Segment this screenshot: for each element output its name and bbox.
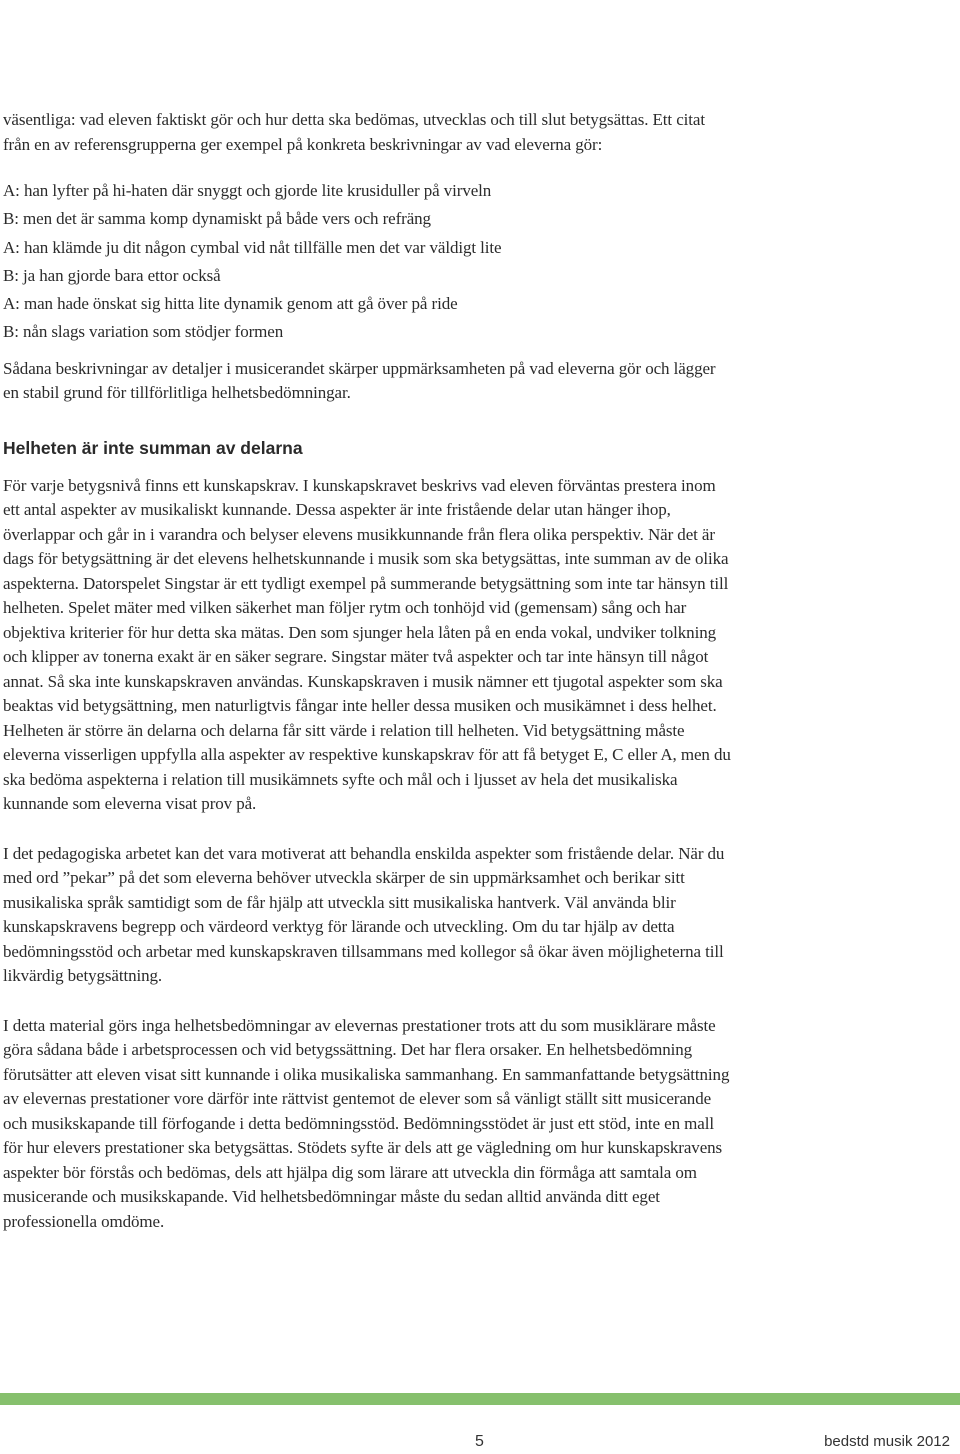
body-paragraph: För varje betygsnivå finns ett kunskapskrav. I kunskapskravet beskrivs vad eleven förväntas prestera inom ett antal aspekter av musikaliskt kunnande. Dessa aspekter är inte fristående delar utan hänger ihop, överlappar och går in i varandra och belyser elevens musikkunnande från flera olika perspektiv. När det är dags för betygsättning är det elevens helhetskunnande i musik som ska betygsättas, inte summan av de olika aspekterna. Datorspelet Singstar är ett tydligt exempel på summerande betygsättning som inte tar hänsyn till helheten. Spelet mäter med vilken säkerhet man följer rytm och tonhöjd vid (gemensam) sång och har objektiva kriterier för hur detta ska mätas. Den som sjunger hela låten på en enda vokal, undviker tolkning och klipper av tonerna exakt är en säker segrare. Singstar mäter två aspekter och tar inte hänsyn till något annat. Så ska inte kunskapskraven användas. Kunskapskraven i musik nämner ett tjugotal aspekter som ska beaktas vid betygsättning, men naturligtvis fångar inte heller dessa musiken och musikämnet i dess helhet. Helheten är större än delarna och delarna får sitt värde i relation till helheten. Vid betygsättning måste eleverna visserligen uppfylla alla aspekter av respektive kunskapskrav för att få betyget E, C eller A, men du ska bedöma aspekterna i relation till musikämnets syfte och mål och i ljusset av hela det musikaliska kunnande som eleverna visat prov på. — [3, 475, 731, 814]
page-number: 5 — [475, 1433, 484, 1450]
dialogue-line: B: ja han gjorde bara ettor också — [3, 265, 221, 285]
summary-paragraph: Sådana beskrivningar av detaljer i musicerandet skärper uppmärksamheten på vad eleverna gör och lägger en stabil grund för tillförlitliga helhetsbedömningar. — [3, 358, 716, 403]
dialogue-quote — [3, 177, 733, 347]
page-content — [3, 108, 733, 1259]
footer-label: bedstd musik 2012 — [824, 1433, 950, 1450]
dialogue-line: A: man hade önskat sig hitta lite dynamik genom att gå över på ride — [3, 294, 458, 314]
section-helheten — [3, 436, 733, 1235]
body-paragraph: I det pedagogiska arbetet kan det vara motiverat att behandla enskilda aspekter som fristående delar. När du med ord ”pekar” på det som eleverna behöver utveckla skärper de sin uppmärksamhet och berikar sitt musikaliska språk samtidigt som de får hjälp att utveckla sitt musikaliska hantverk. Väl använda blir kunskapskravens begrepp och värdeord verktyg för lärande och utveckling. Om du tar hjälp av detta bedömningsstöd och arbetar med kunskapskraven tillsammans med kollegor så ökar även möjligheterna till likvärdig betygsättning. — [3, 843, 725, 986]
dialogue-line: B: nån slags variation som stödjer formen — [3, 322, 284, 342]
intro-paragraph: väsentliga: vad eleven faktiskt gör och hur detta ska bedömas, utvecklas och till slut betygsättas. Ett citat från en av referensgrupperna ger exempel på konkreta beskrivningar av vad eleverna gör: — [3, 110, 705, 154]
dialogue-line: A: han lyfter på hi-haten där snyggt och gjorde lite krusiduller på virveln — [3, 181, 492, 200]
body-paragraph: I detta material görs inga helhetsbedömningar av elevernas prestationer trots att du som musiklärare måste göra sådana både i arbetsprocessen och vid betygssättning. Det har flera orsaker. En helhetsbedömning förutsätter att eleven visat sitt kunnande i olika musikaliska sammanhang. En sammanfattande betygsättning av elevernas prestationer vore därför inte rättvist gentemot de elever som så vänligt ställt sitt musicerande och musikskapande till förfogande i detta bedömningsstöd. Bedömningsstödet är just ett stöd, inte en mall för hur elevers prestationer ska betygsättas. Stödets syfte är dels att ge vägledning om hur kunskapskravens aspekter bör förstås och bedömas, dels att hjälpa dig som lärare att utveckla din förmåga att samtala om musicerande och musikskapande. Vid helhetsbedömningar måste du sedan alltid använda ditt eget professionella omdöme. — [3, 1015, 730, 1231]
footer-rule — [0, 1393, 960, 1405]
dialogue-line: A: han klämde ju dit någon cymbal vid nåt tillfälle men det var väldigt lite — [3, 237, 502, 257]
dialogue-line: B: men det är samma komp dynamiskt på både vers och refräng — [3, 209, 431, 229]
section-heading: Helheten är inte summan av delarna — [3, 437, 303, 458]
